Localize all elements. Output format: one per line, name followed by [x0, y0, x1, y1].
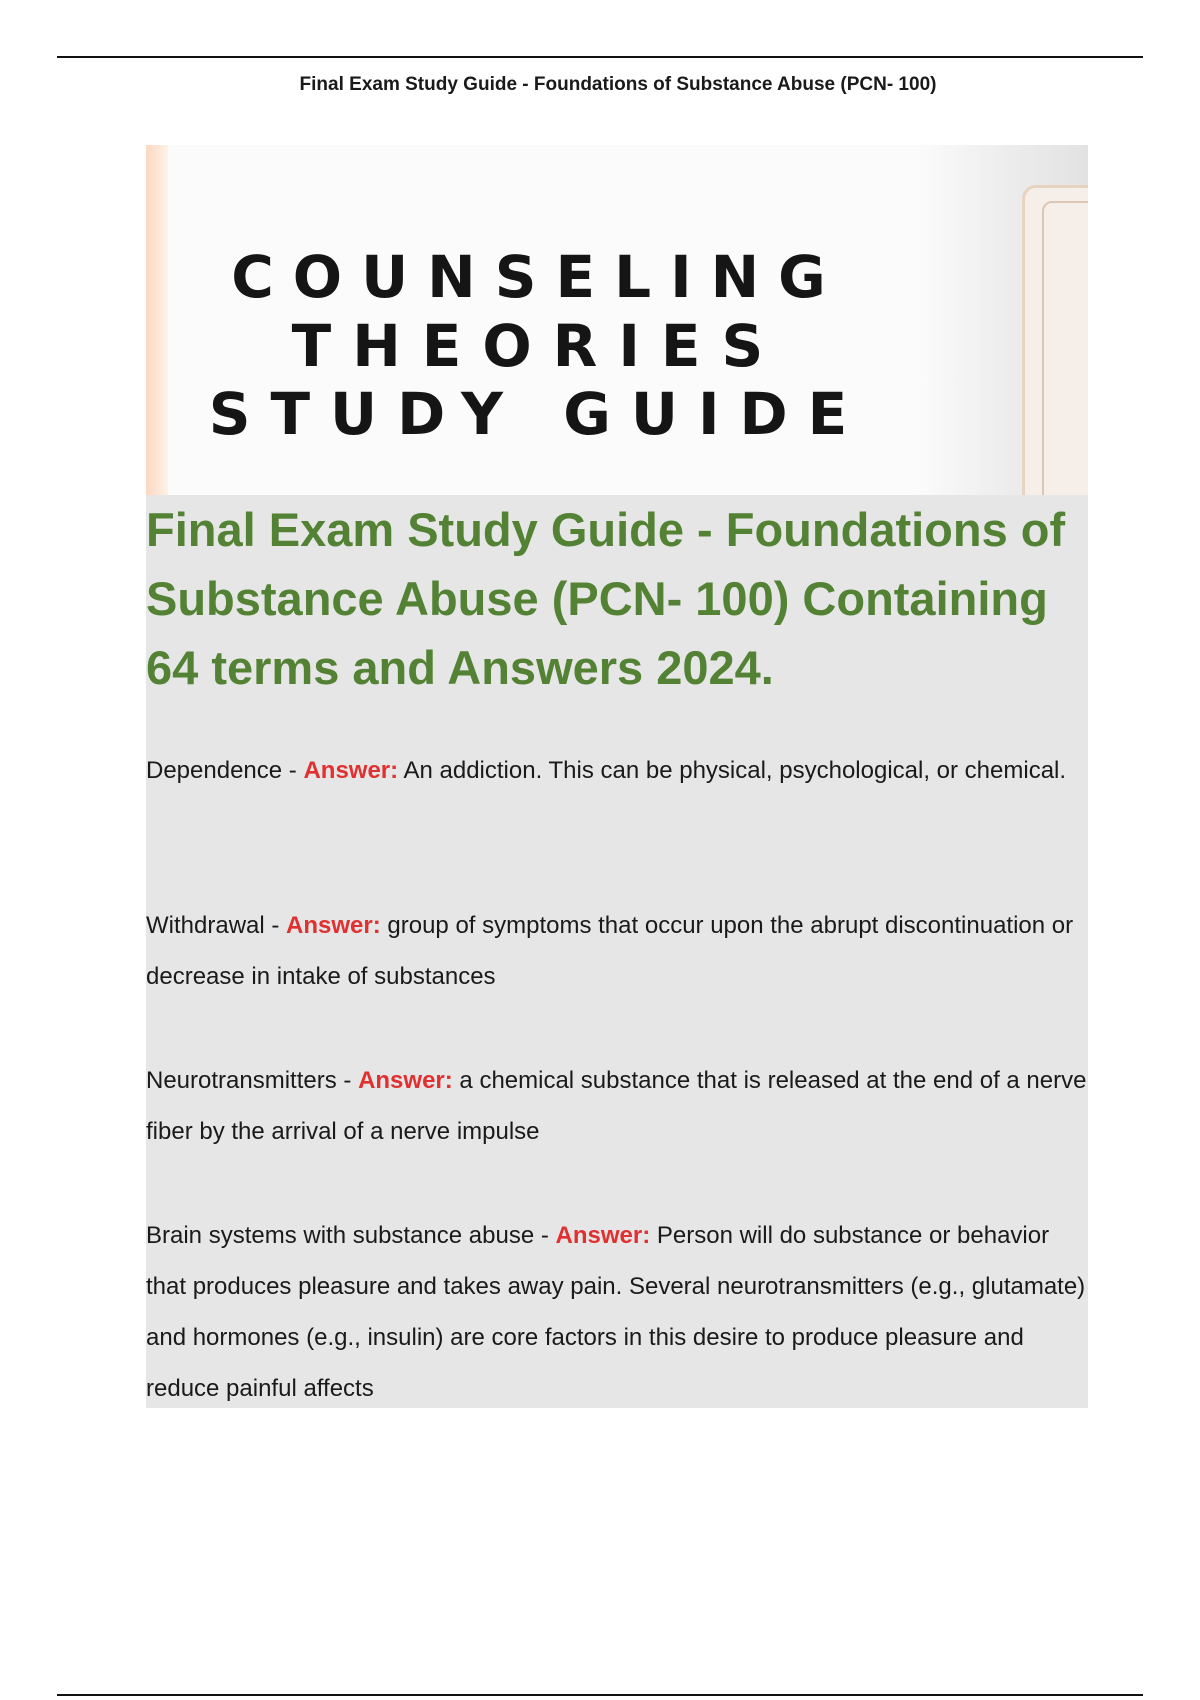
answer-label: Answer:: [358, 1067, 453, 1094]
term: Dependence: [146, 757, 283, 784]
document-title: Final Exam Study Guide - Foundations of Substance Abuse (PCN- 100) Containing 64 terms and Answers 2024.: [146, 503, 1066, 694]
answer-label: Answer:: [286, 912, 381, 939]
running-header: Final Exam Study Guide - Foundations of Substance Abuse (PCN- 100): [299, 74, 937, 95]
header-rule: [57, 56, 1143, 58]
answer-label: Answer:: [555, 1222, 651, 1249]
qa-item: Dependence - Answer: An addiction. This can be physical, psychological, or chemical.: [146, 757, 1067, 784]
term: Brain systems with substance abuse: [146, 1222, 535, 1249]
cover-banner: [146, 145, 1088, 495]
answer-label: Answer:: [303, 757, 399, 784]
answer-text: a chemical substance that is released at the end of a nerve fiber by the arrival of a nerve impulse: [146, 1067, 1087, 1145]
footer-rule: [57, 1694, 1143, 1696]
banner-title-line-3: STUDY GUIDE: [208, 380, 868, 448]
term: Withdrawal: [146, 912, 265, 939]
banner-title-line-2: THEORIES: [291, 312, 785, 380]
answer-text: An addiction. This can be physical, psychological, or chemical.: [403, 757, 1067, 784]
answer-text: group of symptoms that occur upon the abrupt discontinuation or decrease in intake of substances: [146, 912, 1074, 990]
qa-item: Withdrawal - Answer: group of symptoms that occur upon the abrupt discontinuation or decrease in intake of substances: [146, 912, 1074, 990]
answer-text: Person will do substance or behavior that produces pleasure and takes away pain. Several neurotransmitters (e.g., glutamate) and hormones (e.g., insulin) are core factors in this desire to produce pleasure and reduce painful affects: [146, 1222, 1086, 1402]
banner-title-line-1: COUNSELING: [231, 243, 845, 311]
term: Neurotransmitters: [146, 1067, 337, 1094]
banner-accent-strip: [146, 145, 168, 495]
qa-item: Brain systems with substance abuse - Answer: Person will do substance or behavior that produces pleasure and takes away pain. Several neurotransmitters (e.g., glutamate) and hormones (e.g., insulin) are core factors in this desire to produce pleasure and reduce painful affects: [146, 1222, 1086, 1402]
banner-frame-inner-decoration: [1042, 201, 1088, 495]
qa-item: Neurotransmitters - Answer: a chemical substance that is released at the end of a nerve fiber by the arrival of a nerve impulse: [146, 1067, 1087, 1145]
